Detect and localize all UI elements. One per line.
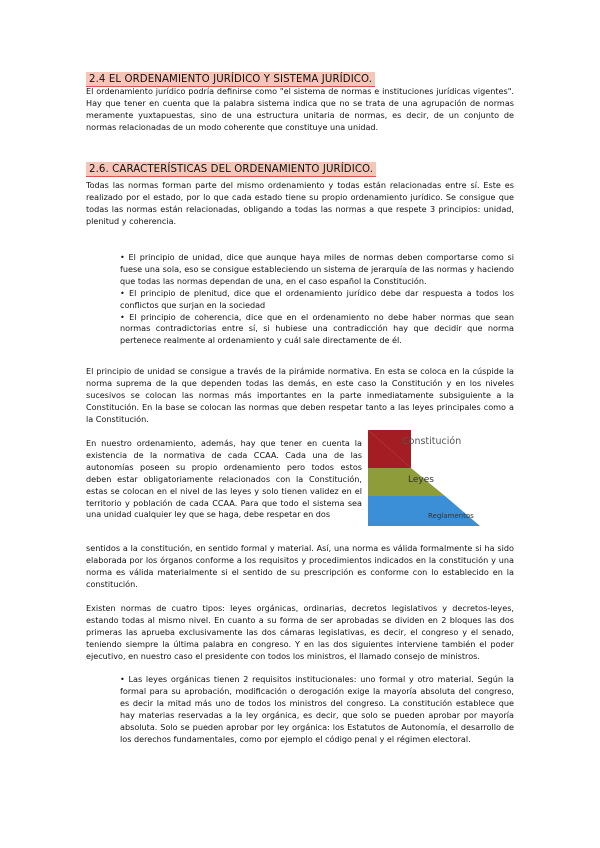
section-heading-ordenamiento: 2.4 EL ORDENAMIENTO JURÍDICO Y SISTEMA JURÍDICO. [86, 72, 375, 87]
principles-list [120, 252, 514, 347]
list-item-plenitud: • El principio de plenitud, dice que el ordenamiento jurídico debe dar respuesta a todos los conflictos que surjan en la sociedad [120, 287, 514, 310]
pyramid-base-extension [368, 496, 480, 526]
paragraph-unidad: El principio de unidad se consigue a través de la pirámide normativa. En esta se coloca en la cúspide la norma suprema de la que dependen todas las demás, en este caso la Constitución y en los niveles sucesivos se colocan las normas más importantes en la parte inmediatamente subsiguiente a la Constitución. En la base se colocan las normas que deben respetar tanto a las leyes principales como a la Constitución. [86, 366, 514, 424]
list-item-unidad: • El principio de unidad, dice que aunque haya miles de normas deben comportarse como si fuese una sola, eso se consigue estableciendo un sistema de jerarquía de las normas y haciendo que todas las normas dependan de una, en el caso español la Constitución. [120, 252, 514, 286]
paragraph-ccaa-continuation: sentidos a la constitución, en sentido formal y material. Así, una norma es válida formalmente si ha sido elaborada por los órganos conforme a los requisitos y procedimientos indicados en la constitución y una norma es válida materialmente si el sentido de su prescripción es conforme con lo establecido en la constitución. [86, 543, 514, 589]
paragraph-intro: Todas las normas forman parte del mismo ordenamiento y todas están relacionadas entre sí. Este es realizado por el estado, por lo que cada estado tiene su propio ordenamiento jurídico. Se consigue que todas las normas están relacionadas, obligando a todas las normas a que respete 3 principios: unidad, plenitud y coherencia. [86, 180, 514, 226]
paragraph-ccaa: En nuestro ordenamiento, además, hay que tener en cuenta la existencia de la normativa de cada CCAA. Cada una de las autonomías poseen su propio ordenamiento pero todos estos deben estar obligatoriamente relacionados con la Constitución, estas se colocan en el nivel de las leyes y solo tienen validez en el territorio y población de cada CCAA. Para que todo el sistema sea una unidad cualquier ley que se haga, debe respetar en dos [86, 438, 362, 520]
paragraph-definicion: El ordenamiento jurídico podría definirse como "el sistema de normas e instituciones jurídicas vigentes". Hay que tener en cuenta que la palabra sistema indica que no se trata de una agrupación de normas meramente yuxtapuestas, sino de una estructura unitaria de normas, es decir, de un conjunto de normas relacionadas de un modo coherente que constituye una unidad. [86, 86, 514, 132]
paragraph-leyes-organicas: • Las leyes orgánicas tienen 2 requisitos institucionales: uno formal y otro material. Según la formal para su aprobación, modificación o derogación exige la mayoría absoluta del congreso, es decir la mitad más uno de todos los ministros del congreso. La constitución establece que hay materias reservadas a la ley orgánica, es decir, que solo se pueden aprobar por mayoría absoluta. Solo se pueden aprobar por ley orgánica: los Estatutos de Autonomía, el desarrollo de los derechos fundamentales, como por ejemplo el código penal y el régimen electoral. [120, 674, 514, 744]
list-item-coherencia: • El principio de coherencia, dice que en el ordenamiento no debe haber normas que sean normas contradictorias entre sí, si hubiese una contradicción hay que decidir que norma pertenece realmente al ordenamiento y cuál sale directamente de él. [120, 311, 514, 346]
pyramid-label-constitucion: Constitución [402, 436, 462, 447]
paragraph-tipos-normas: Existen normas de cuatro tipos: leyes orgánicas, ordinarias, decretos legislativos y decretos-leyes, estando todas al mismo nivel. En cuanto a su forma de ser aprobadas se dividen en 2 bloques las dos primeras las aprueba exclusivamente las dos cámaras legislativas, es decir, el congreso y el senado, teniendo siempre la última palabra en congreso. Y en las dos siguientes interviene también el poder ejecutivo, en nuestro caso el presidente con todos los ministros, el llamado consejo de ministros. [86, 603, 514, 661]
pyramid-diagram [368, 430, 518, 526]
pyramid-label-leyes: Leyes [408, 475, 434, 485]
section-heading-caracteristicas: 2.6. CARACTERÍSTICAS DEL ORDENAMIENTO JURÍDICO. [86, 162, 376, 177]
pyramid-label-reglamentos: Reglamentos [428, 512, 474, 520]
